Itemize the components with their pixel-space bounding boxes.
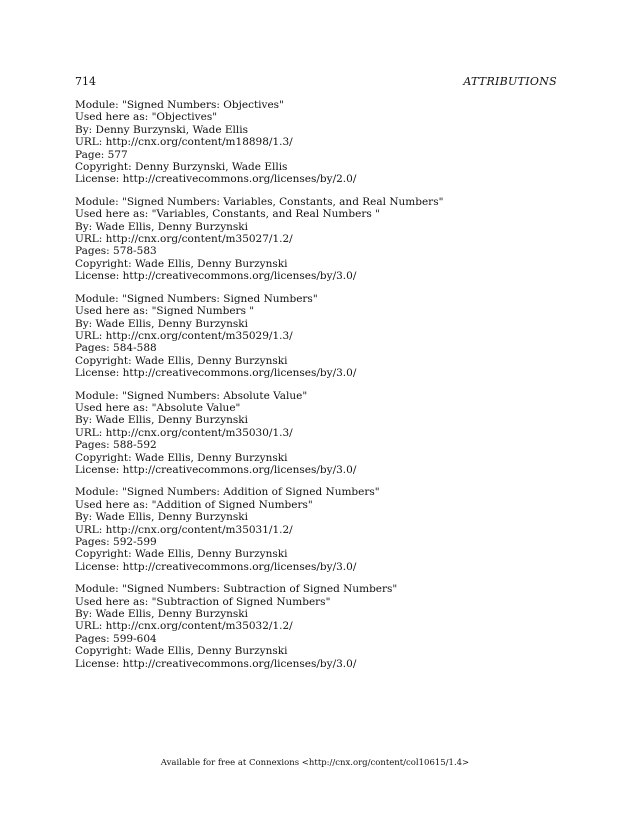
attribution-entry [75,99,575,186]
entry-authors: By: Wade Ellis, Denny Burzynski [75,220,248,233]
entry-license: License: http://creativecommons.org/licenses/by/3.0/ [75,560,357,573]
entry-used-as: Used here as: "Addition of Signed Numbers" [75,498,313,511]
entry-module: Module: "Signed Numbers: Objectives" [75,99,284,111]
attribution-entry [75,293,575,380]
entry-module: Module: "Signed Numbers: Subtraction of Signed Numbers" [75,583,398,596]
entry-used-as: Used here as: "Subtraction of Signed Numbers" [75,595,331,608]
attribution-entry [75,486,575,573]
entry-used-as: Used here as: "Absolute Value" [75,401,241,414]
entry-pages: Pages: 588-592 [75,439,157,452]
attribution-entry [75,390,575,477]
entry-url: URL: http://cnx.org/content/m35027/1.2/ [75,233,293,246]
entry-module: Module: "Signed Numbers: Addition of Signed Numbers" [75,486,380,499]
entry-license: License: http://creativecommons.org/licenses/by/3.0/ [75,657,357,670]
entry-module: Module: "Signed Numbers: Absolute Value" [75,389,308,402]
attribution-list [75,99,575,680]
entry-module: Module: "Signed Numbers: Variables, Constants, and Real Numbers" [75,195,444,208]
entry-license: License: http://creativecommons.org/licenses/by/3.0/ [75,270,357,283]
entry-copyright: Copyright: Wade Ellis, Denny Burzynski [75,257,288,270]
entry-url: URL: http://cnx.org/content/m35032/1.2/ [75,620,293,633]
entry-license: License: http://creativecommons.org/licenses/by/3.0/ [75,463,357,476]
page-number: 714 [75,75,96,88]
entry-copyright: Copyright: Wade Ellis, Denny Burzynski [75,354,288,367]
entry-pages: Pages: 592-599 [75,536,157,548]
entry-pages: Pages: 599-604 [75,632,157,645]
entry-pages: Pages: 578-583 [75,245,157,258]
entry-used-as: Used here as: "Signed Numbers " [75,305,255,318]
entry-copyright: Copyright: Wade Ellis, Denny Burzynski [75,645,288,658]
entry-authors: By: Wade Ellis, Denny Burzynski [75,317,248,330]
entry-copyright: Copyright: Wade Ellis, Denny Burzynski [75,548,288,561]
attribution-entry [75,196,575,283]
page-header [75,75,557,91]
entry-pages: Pages: 584-588 [75,342,157,355]
page-footer: Available for free at Connexions <http://cnx.org/content/col10615/1.4> [160,758,470,768]
entry-authors: By: Denny Burzynski, Wade Ellis [75,123,248,136]
entry-module: Module: "Signed Numbers: Signed Numbers" [75,292,318,305]
entry-url: URL: http://cnx.org/content/m35029/1.3/ [75,329,293,342]
entry-authors: By: Wade Ellis, Denny Burzynski [75,608,248,621]
entry-pages: Page: 577 [75,148,128,161]
entry-used-as: Used here as: "Objectives" [75,111,218,124]
entry-copyright: Copyright: Wade Ellis, Denny Burzynski [75,451,288,464]
entry-url: URL: http://cnx.org/content/m35031/1.2/ [75,523,293,536]
entry-url: URL: http://cnx.org/content/m18898/1.3/ [75,136,293,149]
entry-url: URL: http://cnx.org/content/m35030/1.3/ [75,426,293,439]
entry-authors: By: Wade Ellis, Denny Burzynski [75,511,248,524]
entry-authors: By: Wade Ellis, Denny Burzynski [75,414,248,427]
entry-license: License: http://creativecommons.org/licenses/by/2.0/ [75,173,357,186]
entry-license: License: http://creativecommons.org/licenses/by/3.0/ [75,367,357,380]
running-head: ATTRIBUTIONS [463,75,557,88]
entry-used-as: Used here as: "Variables, Constants, and Real Numbers " [75,208,380,221]
attribution-entry [75,583,575,670]
entry-copyright: Copyright: Denny Burzynski, Wade Ellis [75,161,288,174]
